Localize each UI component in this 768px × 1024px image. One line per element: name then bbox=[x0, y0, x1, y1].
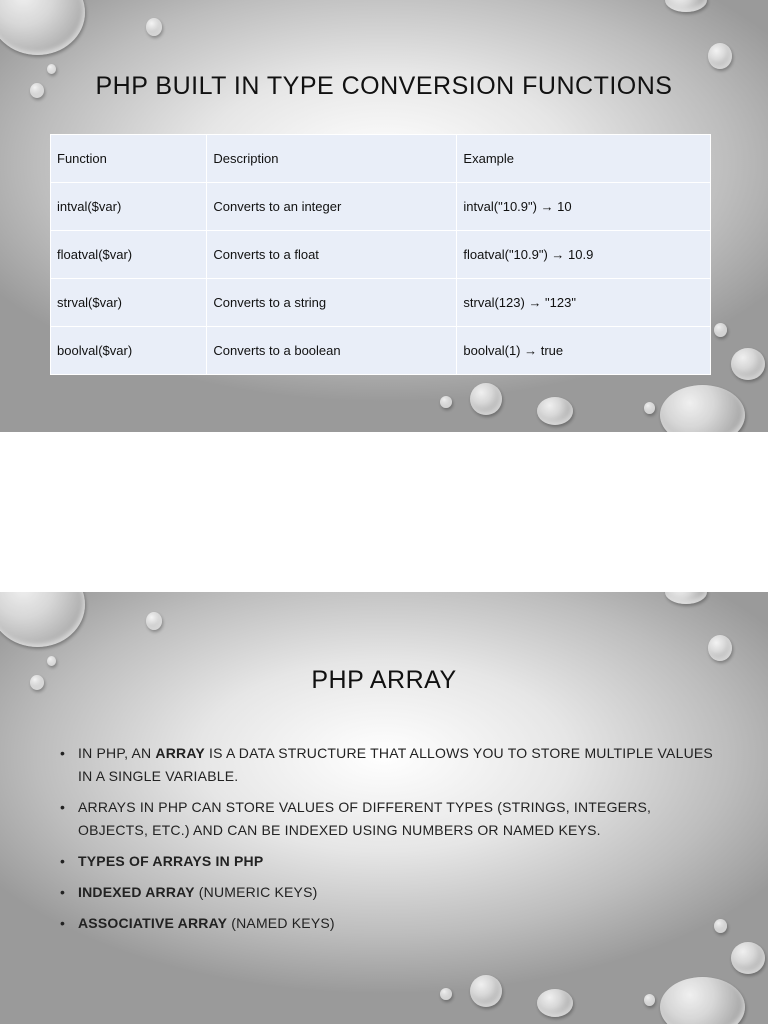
water-drop-decoration bbox=[708, 635, 732, 661]
bullet-list bbox=[60, 742, 720, 943]
water-drop-decoration bbox=[470, 975, 502, 1007]
slide-php-array bbox=[0, 592, 768, 1024]
bullet-item bbox=[60, 742, 720, 788]
slide-title: PHP BUILT IN TYPE CONVERSION FUNCTIONS bbox=[95, 72, 673, 100]
water-drop-decoration bbox=[47, 656, 56, 666]
bullet-text: IN PHP, AN bbox=[78, 745, 156, 761]
water-drop-decoration bbox=[0, 592, 85, 647]
conversion-table bbox=[50, 134, 711, 375]
water-drop-decoration bbox=[537, 397, 573, 425]
water-drop-decoration bbox=[440, 396, 452, 408]
table-row bbox=[51, 183, 711, 231]
table-cell: Converts to a string bbox=[207, 279, 457, 327]
water-drop-decoration bbox=[470, 383, 502, 415]
table-cell: floatval("10.9") → 10.9 bbox=[457, 231, 711, 279]
bullet-item bbox=[60, 881, 720, 904]
table-cell: strval($var) bbox=[51, 279, 207, 327]
bullet-text: (NAMED KEYS) bbox=[227, 915, 335, 931]
water-drop-decoration bbox=[644, 402, 655, 414]
table-row bbox=[51, 327, 711, 375]
table-header-row bbox=[51, 135, 711, 183]
water-drop-decoration bbox=[644, 994, 655, 1006]
table-cell: Converts to an integer bbox=[207, 183, 457, 231]
water-drop-decoration bbox=[731, 942, 765, 974]
water-drop-decoration bbox=[146, 18, 162, 36]
slide-title: PHP ARRAY bbox=[311, 666, 457, 694]
table-cell: Converts to a float bbox=[207, 231, 457, 279]
table-cell: intval("10.9") → 10 bbox=[457, 183, 711, 231]
water-drop-decoration bbox=[665, 0, 707, 12]
bullet-bold-text: INDEXED ARRAY bbox=[78, 884, 195, 900]
table-header-cell: Function bbox=[51, 135, 207, 183]
table-cell: intval($var) bbox=[51, 183, 207, 231]
bullet-item bbox=[60, 912, 720, 935]
water-drop-decoration bbox=[660, 977, 745, 1024]
table-row bbox=[51, 279, 711, 327]
table-cell: floatval($var) bbox=[51, 231, 207, 279]
table-header-cell: Example bbox=[457, 135, 711, 183]
water-drop-decoration bbox=[440, 988, 452, 1000]
water-drop-decoration bbox=[146, 612, 162, 630]
bullet-bold-text: ARRAY bbox=[155, 745, 205, 761]
table-cell: strval(123) → "123" bbox=[457, 279, 711, 327]
water-drop-decoration bbox=[708, 43, 732, 69]
table-cell: boolval($var) bbox=[51, 327, 207, 375]
water-drop-decoration bbox=[731, 348, 765, 380]
table-cell: boolval(1) → true bbox=[457, 327, 711, 375]
water-drop-decoration bbox=[0, 0, 85, 55]
water-drop-decoration bbox=[665, 592, 707, 604]
bullet-item bbox=[60, 796, 720, 842]
table-row bbox=[51, 231, 711, 279]
bullet-bold-text: ASSOCIATIVE ARRAY bbox=[78, 915, 228, 931]
table-cell: Converts to a boolean bbox=[207, 327, 457, 375]
slide-type-conversion bbox=[0, 0, 768, 432]
bullet-item bbox=[60, 850, 720, 873]
water-drop-decoration bbox=[660, 385, 745, 432]
bullet-text: IS A DATA STRUCTURE THAT ALLOWS YOU TO STORE MULTIPLE VALUES IN A SINGLE VARIABLE. bbox=[78, 745, 713, 784]
bullet-text: ARRAYS IN PHP CAN STORE VALUES OF DIFFERENT TYPES (STRINGS, INTEGERS, OBJECTS, ETC.) AND CAN BE INDEXED USING NUMBERS OR NAMED KEYS. bbox=[78, 799, 652, 838]
bullet-bold-text: TYPES OF ARRAYS IN PHP bbox=[78, 853, 264, 869]
water-drop-decoration bbox=[537, 989, 573, 1017]
table-header-cell: Description bbox=[207, 135, 457, 183]
bullet-text: (NUMERIC KEYS) bbox=[194, 884, 318, 900]
water-drop-decoration bbox=[714, 323, 727, 337]
